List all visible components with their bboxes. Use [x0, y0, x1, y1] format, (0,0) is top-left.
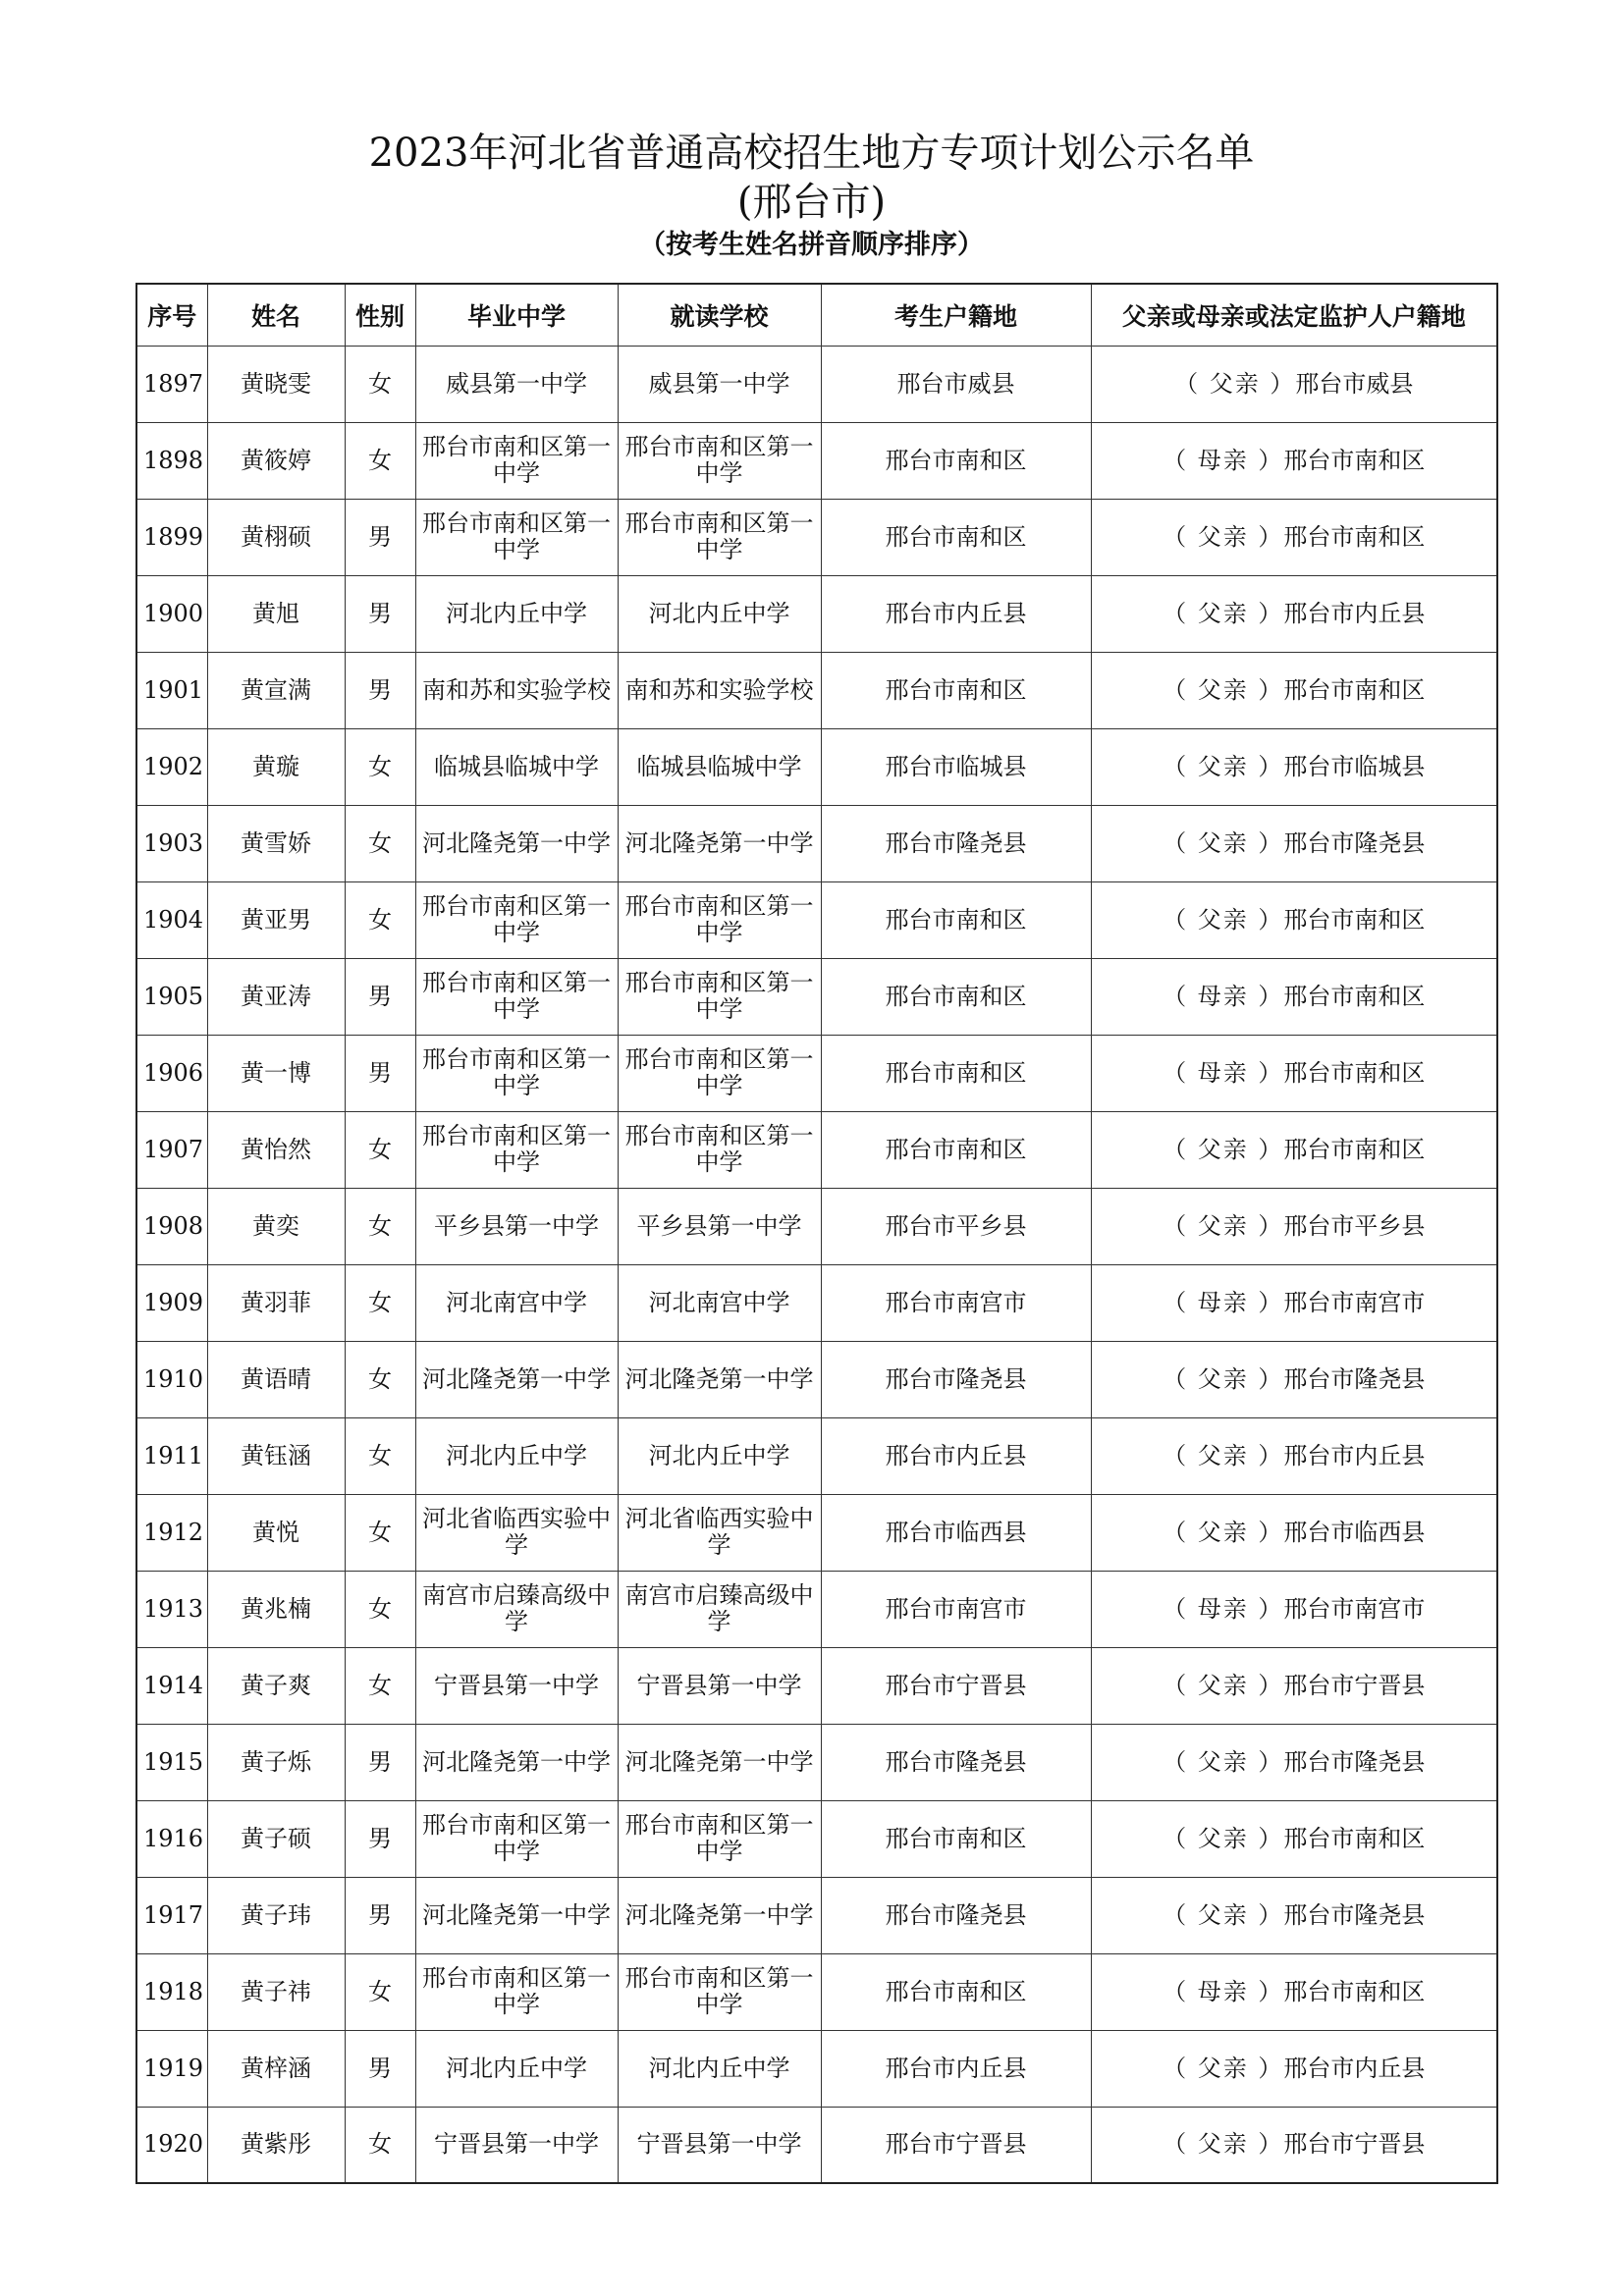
parent-hukou-place: 邢台市隆尧县 — [1283, 1900, 1426, 1929]
cell-hukou: 邢台市宁晋县 — [821, 1647, 1091, 1724]
cell-hukou: 邢台市威县 — [821, 346, 1091, 422]
cell-parent-hukou — [1091, 1877, 1497, 1953]
table-row — [136, 805, 1497, 881]
parent-hukou-place: 邢台市南和区 — [1283, 675, 1426, 704]
cell-hukou: 邢台市南和区 — [821, 1800, 1091, 1877]
cell-hukou: 邢台市南和区 — [821, 499, 1091, 575]
cell-current-school: 邢台市南和区第一中学 — [618, 499, 821, 575]
parent-hukou-place: 邢台市南和区 — [1283, 1058, 1426, 1087]
header-grad-school: 毕业中学 — [415, 284, 618, 346]
header-gender: 性别 — [345, 284, 415, 346]
cell-name: 黄语晴 — [207, 1341, 345, 1417]
cell-grad-school: 邢台市南和区第一中学 — [415, 881, 618, 958]
cell-gender: 女 — [345, 1494, 415, 1571]
cell-no: 1905 — [136, 958, 207, 1035]
cell-gender: 女 — [345, 1111, 415, 1188]
cell-current-school: 邢台市南和区第一中学 — [618, 1800, 821, 1877]
parent-relation: （ 父亲 ） — [1163, 828, 1284, 857]
parent-hukou-place: 邢台市南宫市 — [1283, 1288, 1426, 1316]
table-row — [136, 499, 1497, 575]
cell-current-school: 邢台市南和区第一中学 — [618, 1111, 821, 1188]
table-row — [136, 728, 1497, 805]
cell-no: 1906 — [136, 1035, 207, 1111]
cell-hukou: 邢台市南和区 — [821, 1953, 1091, 2030]
cell-parent-hukou — [1091, 575, 1497, 652]
parent-hukou-place: 邢台市临城县 — [1283, 752, 1426, 780]
cell-hukou: 邢台市内丘县 — [821, 2030, 1091, 2107]
cell-hukou: 邢台市隆尧县 — [821, 1724, 1091, 1800]
cell-name: 黄宣满 — [207, 652, 345, 728]
header-name: 姓名 — [207, 284, 345, 346]
cell-hukou: 邢台市宁晋县 — [821, 2107, 1091, 2183]
cell-hukou: 邢台市南和区 — [821, 881, 1091, 958]
cell-parent-hukou — [1091, 2030, 1497, 2107]
parent-relation: （ 母亲 ） — [1163, 982, 1284, 1010]
cell-name: 黄兆楠 — [207, 1571, 345, 1647]
cell-parent-hukou — [1091, 1035, 1497, 1111]
cell-grad-school: 平乡县第一中学 — [415, 1188, 618, 1264]
cell-grad-school: 宁晋县第一中学 — [415, 1647, 618, 1724]
parent-hukou-place: 邢台市威县 — [1295, 369, 1414, 398]
cell-name: 黄栩硕 — [207, 499, 345, 575]
parent-hukou-place: 邢台市南和区 — [1283, 982, 1426, 1010]
cell-current-school: 临城县临城中学 — [618, 728, 821, 805]
cell-current-school: 威县第一中学 — [618, 346, 821, 422]
cell-current-school: 邢台市南和区第一中学 — [618, 958, 821, 1035]
cell-parent-hukou — [1091, 1724, 1497, 1800]
table-row — [136, 1494, 1497, 1571]
cell-gender: 男 — [345, 1877, 415, 1953]
header-no: 序号 — [136, 284, 207, 346]
cell-grad-school: 河北内丘中学 — [415, 2030, 618, 2107]
cell-current-school: 河北南宫中学 — [618, 1264, 821, 1341]
table-row — [136, 958, 1497, 1035]
cell-name: 黄子玮 — [207, 1877, 345, 1953]
cell-name: 黄璇 — [207, 728, 345, 805]
cell-gender: 女 — [345, 1417, 415, 1494]
cell-name: 黄奕 — [207, 1188, 345, 1264]
cell-no: 1911 — [136, 1417, 207, 1494]
cell-grad-school: 宁晋县第一中学 — [415, 2107, 618, 2183]
cell-name: 黄悦 — [207, 1494, 345, 1571]
cell-parent-hukou — [1091, 1647, 1497, 1724]
cell-no: 1920 — [136, 2107, 207, 2183]
table-row — [136, 1724, 1497, 1800]
table-row — [136, 1647, 1497, 1724]
cell-hukou: 邢台市南宫市 — [821, 1571, 1091, 1647]
cell-name: 黄紫彤 — [207, 2107, 345, 2183]
cell-grad-school: 河北隆尧第一中学 — [415, 1877, 618, 1953]
cell-name: 黄亚男 — [207, 881, 345, 958]
parent-relation: （ 父亲 ） — [1163, 1211, 1284, 1240]
cell-gender: 女 — [345, 805, 415, 881]
table-row — [136, 881, 1497, 958]
cell-gender: 女 — [345, 1341, 415, 1417]
parent-relation: （ 父亲 ） — [1163, 2130, 1284, 2159]
parent-relation: （ 母亲 ） — [1163, 1288, 1284, 1316]
parent-hukou-place: 邢台市内丘县 — [1283, 2054, 1426, 2082]
cell-grad-school: 河北内丘中学 — [415, 1417, 618, 1494]
table-row — [136, 1188, 1497, 1264]
cell-name: 黄雪娇 — [207, 805, 345, 881]
page-subtitle: （按考生姓名拼音顺序排序） — [639, 230, 984, 260]
cell-hukou: 邢台市南和区 — [821, 652, 1091, 728]
cell-hukou: 邢台市南和区 — [821, 1035, 1091, 1111]
cell-gender: 女 — [345, 1953, 415, 2030]
cell-current-school: 河北省临西实验中学 — [618, 1494, 821, 1571]
cell-grad-school: 威县第一中学 — [415, 346, 618, 422]
cell-current-school: 邢台市南和区第一中学 — [618, 881, 821, 958]
cell-no: 1901 — [136, 652, 207, 728]
page-city: (邢台市) — [736, 180, 887, 225]
cell-parent-hukou — [1091, 728, 1497, 805]
cell-grad-school: 邢台市南和区第一中学 — [415, 499, 618, 575]
parent-hukou-place: 邢台市南和区 — [1283, 522, 1426, 551]
cell-no: 1898 — [136, 422, 207, 499]
cell-current-school: 邢台市南和区第一中学 — [618, 422, 821, 499]
table-body — [136, 346, 1497, 2183]
cell-gender: 女 — [345, 422, 415, 499]
cell-gender: 女 — [345, 346, 415, 422]
cell-current-school: 河北内丘中学 — [618, 1417, 821, 1494]
cell-no: 1914 — [136, 1647, 207, 1724]
cell-grad-school: 河北内丘中学 — [415, 575, 618, 652]
cell-gender: 男 — [345, 2030, 415, 2107]
cell-parent-hukou — [1091, 1953, 1497, 2030]
parent-relation: （ 母亲 ） — [1163, 1594, 1284, 1623]
parent-relation: （ 父亲 ） — [1163, 1364, 1284, 1393]
cell-grad-school: 邢台市南和区第一中学 — [415, 1035, 618, 1111]
cell-parent-hukou — [1091, 346, 1497, 422]
parent-hukou-place: 邢台市内丘县 — [1283, 1441, 1426, 1469]
cell-no: 1904 — [136, 881, 207, 958]
parent-relation: （ 父亲 ） — [1163, 905, 1284, 934]
table-row — [136, 1417, 1497, 1494]
header-current-school: 就读学校 — [618, 284, 821, 346]
cell-no: 1915 — [136, 1724, 207, 1800]
page-title: 2023年河北省普通高校招生地方专项计划公示名单 — [368, 131, 1255, 176]
cell-gender: 女 — [345, 881, 415, 958]
cell-gender: 男 — [345, 499, 415, 575]
cell-no: 1912 — [136, 1494, 207, 1571]
cell-name: 黄子烁 — [207, 1724, 345, 1800]
cell-name: 黄筱婷 — [207, 422, 345, 499]
parent-hukou-place: 邢台市南和区 — [1283, 446, 1426, 474]
parent-relation: （ 母亲 ） — [1163, 1058, 1284, 1087]
parent-hukou-place: 邢台市平乡县 — [1283, 1211, 1426, 1240]
cell-name: 黄子硕 — [207, 1800, 345, 1877]
cell-gender: 男 — [345, 1800, 415, 1877]
cell-gender: 女 — [345, 1647, 415, 1724]
parent-hukou-place: 邢台市宁晋县 — [1283, 1671, 1426, 1699]
cell-parent-hukou — [1091, 1341, 1497, 1417]
cell-gender: 女 — [345, 1188, 415, 1264]
parent-hukou-place: 邢台市南宫市 — [1283, 1594, 1426, 1623]
cell-current-school: 河北隆尧第一中学 — [618, 805, 821, 881]
parent-relation: （ 父亲 ） — [1163, 599, 1284, 627]
cell-no: 1913 — [136, 1571, 207, 1647]
cell-name: 黄旭 — [207, 575, 345, 652]
cell-no: 1918 — [136, 1953, 207, 2030]
cell-current-school: 河北内丘中学 — [618, 2030, 821, 2107]
cell-grad-school: 邢台市南和区第一中学 — [415, 1111, 618, 1188]
parent-hukou-place: 邢台市内丘县 — [1283, 599, 1426, 627]
cell-gender: 男 — [345, 958, 415, 1035]
cell-name: 黄子祎 — [207, 1953, 345, 2030]
parent-relation: （ 父亲 ） — [1163, 752, 1284, 780]
table-row — [136, 2030, 1497, 2107]
parent-hukou-place: 邢台市南和区 — [1283, 905, 1426, 934]
cell-hukou: 邢台市内丘县 — [821, 575, 1091, 652]
cell-no: 1899 — [136, 499, 207, 575]
roster-table — [135, 283, 1498, 2184]
cell-grad-school: 邢台市南和区第一中学 — [415, 1800, 618, 1877]
cell-gender: 男 — [345, 1724, 415, 1800]
parent-hukou-place: 邢台市南和区 — [1283, 1135, 1426, 1163]
cell-current-school: 宁晋县第一中学 — [618, 1647, 821, 1724]
cell-parent-hukou — [1091, 499, 1497, 575]
parent-relation: （ 父亲 ） — [1163, 2054, 1284, 2082]
cell-grad-school: 河北省临西实验中学 — [415, 1494, 618, 1571]
cell-current-school: 南宫市启臻高级中学 — [618, 1571, 821, 1647]
cell-parent-hukou — [1091, 805, 1497, 881]
cell-current-school: 宁晋县第一中学 — [618, 2107, 821, 2183]
cell-current-school: 河北隆尧第一中学 — [618, 1877, 821, 1953]
cell-no: 1910 — [136, 1341, 207, 1417]
cell-no: 1908 — [136, 1188, 207, 1264]
table-header-row — [136, 284, 1497, 346]
parent-hukou-place: 邢台市宁晋县 — [1283, 2130, 1426, 2159]
table-row — [136, 1571, 1497, 1647]
cell-no: 1919 — [136, 2030, 207, 2107]
cell-hukou: 邢台市隆尧县 — [821, 1341, 1091, 1417]
header-parent-hukou: 父亲或母亲或法定监护人户籍地 — [1091, 284, 1497, 346]
cell-name: 黄钰涵 — [207, 1417, 345, 1494]
cell-hukou: 邢台市临西县 — [821, 1494, 1091, 1571]
cell-parent-hukou — [1091, 1264, 1497, 1341]
cell-parent-hukou — [1091, 1494, 1497, 1571]
cell-parent-hukou — [1091, 1571, 1497, 1647]
cell-gender: 男 — [345, 1035, 415, 1111]
cell-grad-school: 邢台市南和区第一中学 — [415, 422, 618, 499]
cell-parent-hukou — [1091, 2107, 1497, 2183]
cell-hukou: 邢台市隆尧县 — [821, 805, 1091, 881]
cell-current-school: 河北内丘中学 — [618, 575, 821, 652]
parent-relation: （ 父亲 ） — [1163, 1441, 1284, 1469]
parent-relation: （ 父亲 ） — [1163, 1900, 1284, 1929]
table-row — [136, 1800, 1497, 1877]
cell-current-school: 邢台市南和区第一中学 — [618, 1035, 821, 1111]
cell-current-school: 河北隆尧第一中学 — [618, 1341, 821, 1417]
cell-no: 1909 — [136, 1264, 207, 1341]
table-row — [136, 1264, 1497, 1341]
table-row — [136, 1035, 1497, 1111]
table-row — [136, 1953, 1497, 2030]
cell-parent-hukou — [1091, 652, 1497, 728]
cell-no: 1903 — [136, 805, 207, 881]
cell-no: 1902 — [136, 728, 207, 805]
parent-hukou-place: 邢台市隆尧县 — [1283, 828, 1426, 857]
parent-hukou-place: 邢台市隆尧县 — [1283, 1747, 1426, 1776]
cell-grad-school: 河北南宫中学 — [415, 1264, 618, 1341]
parent-hukou-place: 邢台市隆尧县 — [1283, 1364, 1426, 1393]
cell-current-school: 邢台市南和区第一中学 — [618, 1953, 821, 2030]
parent-hukou-place: 邢台市南和区 — [1283, 1977, 1426, 2005]
parent-relation: （ 父亲 ） — [1163, 1824, 1284, 1852]
cell-current-school: 平乡县第一中学 — [618, 1188, 821, 1264]
cell-gender: 男 — [345, 575, 415, 652]
parent-hukou-place: 邢台市临西县 — [1283, 1518, 1426, 1546]
cell-hukou: 邢台市隆尧县 — [821, 1877, 1091, 1953]
cell-hukou: 邢台市南宫市 — [821, 1264, 1091, 1341]
header-hukou: 考生户籍地 — [821, 284, 1091, 346]
cell-name: 黄羽菲 — [207, 1264, 345, 1341]
cell-grad-school: 邢台市南和区第一中学 — [415, 1953, 618, 2030]
cell-hukou: 邢台市南和区 — [821, 1111, 1091, 1188]
cell-current-school: 南和苏和实验学校 — [618, 652, 821, 728]
cell-name: 黄亚涛 — [207, 958, 345, 1035]
cell-name: 黄晓雯 — [207, 346, 345, 422]
cell-hukou: 邢台市内丘县 — [821, 1417, 1091, 1494]
cell-grad-school: 临城县临城中学 — [415, 728, 618, 805]
cell-gender: 女 — [345, 1264, 415, 1341]
cell-hukou: 邢台市南和区 — [821, 958, 1091, 1035]
cell-no: 1916 — [136, 1800, 207, 1877]
cell-no: 1917 — [136, 1877, 207, 1953]
cell-name: 黄怡然 — [207, 1111, 345, 1188]
table-row — [136, 422, 1497, 499]
parent-relation: （ 父亲 ） — [1163, 522, 1284, 551]
cell-parent-hukou — [1091, 422, 1497, 499]
cell-name: 黄一博 — [207, 1035, 345, 1111]
parent-relation: （ 父亲 ） — [1174, 369, 1296, 398]
cell-parent-hukou — [1091, 1800, 1497, 1877]
cell-parent-hukou — [1091, 881, 1497, 958]
parent-relation: （ 父亲 ） — [1163, 1747, 1284, 1776]
cell-grad-school: 河北隆尧第一中学 — [415, 805, 618, 881]
cell-current-school: 河北隆尧第一中学 — [618, 1724, 821, 1800]
table-row — [136, 1111, 1497, 1188]
cell-parent-hukou — [1091, 1188, 1497, 1264]
cell-hukou: 邢台市南和区 — [821, 422, 1091, 499]
cell-grad-school: 邢台市南和区第一中学 — [415, 958, 618, 1035]
cell-name: 黄梓涵 — [207, 2030, 345, 2107]
cell-hukou: 邢台市临城县 — [821, 728, 1091, 805]
cell-parent-hukou — [1091, 958, 1497, 1035]
cell-gender: 男 — [345, 652, 415, 728]
cell-parent-hukou — [1091, 1417, 1497, 1494]
cell-name: 黄子爽 — [207, 1647, 345, 1724]
cell-gender: 女 — [345, 1571, 415, 1647]
cell-grad-school: 南和苏和实验学校 — [415, 652, 618, 728]
parent-hukou-place: 邢台市南和区 — [1283, 1824, 1426, 1852]
parent-relation: （ 父亲 ） — [1163, 1671, 1284, 1699]
parent-relation: （ 母亲 ） — [1163, 446, 1284, 474]
cell-grad-school: 河北隆尧第一中学 — [415, 1724, 618, 1800]
table-row — [136, 346, 1497, 422]
cell-gender: 女 — [345, 2107, 415, 2183]
table-row — [136, 575, 1497, 652]
parent-relation: （ 父亲 ） — [1163, 675, 1284, 704]
parent-relation: （ 父亲 ） — [1163, 1518, 1284, 1546]
parent-relation: （ 母亲 ） — [1163, 1977, 1284, 2005]
cell-gender: 女 — [345, 728, 415, 805]
table-row — [136, 1341, 1497, 1417]
cell-grad-school: 河北隆尧第一中学 — [415, 1341, 618, 1417]
table-row — [136, 2107, 1497, 2183]
cell-no: 1907 — [136, 1111, 207, 1188]
cell-grad-school: 南宫市启臻高级中学 — [415, 1571, 618, 1647]
parent-relation: （ 父亲 ） — [1163, 1135, 1284, 1163]
cell-parent-hukou — [1091, 1111, 1497, 1188]
table-row — [136, 1877, 1497, 1953]
cell-hukou: 邢台市平乡县 — [821, 1188, 1091, 1264]
table-row — [136, 652, 1497, 728]
cell-no: 1900 — [136, 575, 207, 652]
cell-no: 1897 — [136, 346, 207, 422]
